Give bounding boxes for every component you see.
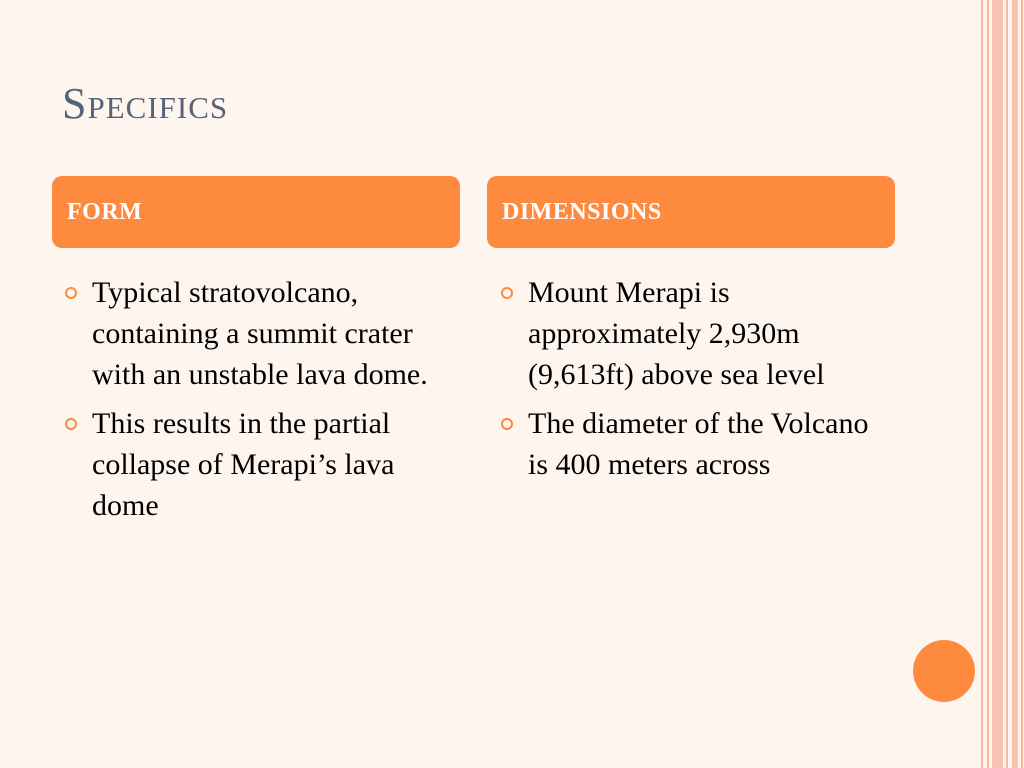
bullet-icon bbox=[65, 287, 77, 299]
bullet-icon bbox=[501, 418, 513, 430]
form-header-label: FORM bbox=[67, 198, 143, 225]
bullet-icon bbox=[501, 287, 513, 299]
form-header bbox=[52, 176, 460, 248]
dimensions-bullet-list bbox=[500, 272, 892, 493]
dimensions-bullet-text: The diameter of the Volcano is 400 meters across bbox=[528, 407, 869, 481]
dimensions-header bbox=[487, 176, 895, 248]
form-bullet-item bbox=[64, 403, 456, 526]
orange-circle-icon bbox=[913, 640, 975, 702]
form-bullet-text: This results in the partial collapse of Merapi’s lava dome bbox=[92, 407, 395, 522]
dimensions-header-label: DIMENSIONS bbox=[502, 198, 662, 225]
form-bullet-list bbox=[64, 272, 456, 534]
form-bullet-text: Typical stratovolcano, containing a summit crater with an unstable lava dome. bbox=[92, 276, 428, 391]
dimensions-bullet-item bbox=[500, 272, 892, 395]
bullet-icon bbox=[65, 418, 77, 430]
decorative-side-stripes bbox=[978, 0, 1024, 768]
slide-title: Specifics bbox=[62, 79, 229, 128]
form-bullet-item bbox=[64, 272, 456, 395]
dimensions-bullet-item bbox=[500, 403, 892, 485]
dimensions-bullet-text: Mount Merapi is approximately 2,930m (9,613ft) above sea level bbox=[528, 276, 825, 391]
